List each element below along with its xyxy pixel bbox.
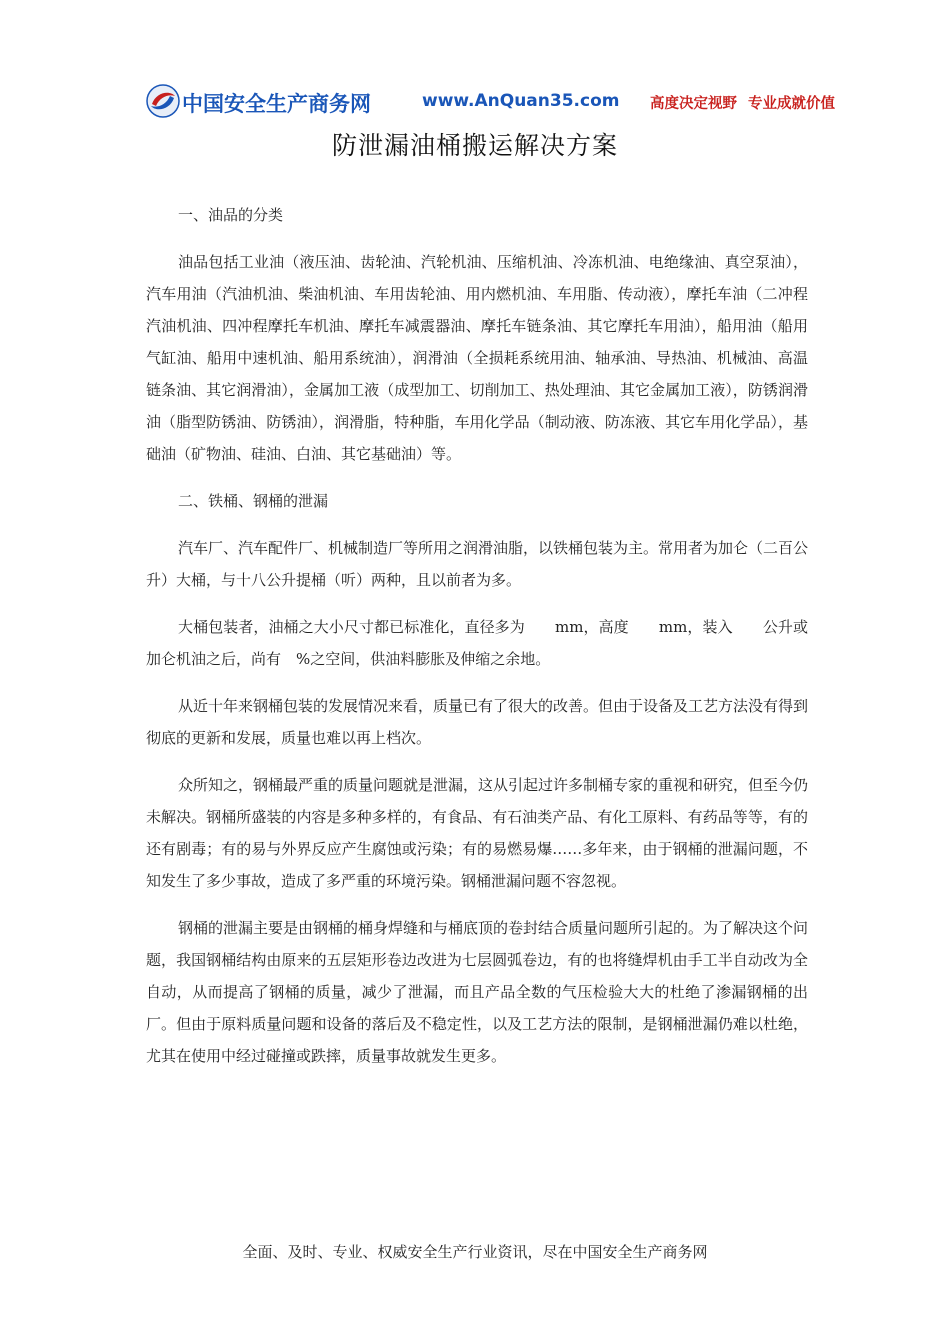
paragraph: 大桶包装者，油桶之大小尺寸都已标准化，直径多为 mm，高度 mm，装入 公升或 加仑机油之后，尚有 %之空间，供油料膨胀及伸缩之余地。 xyxy=(146,618,839,668)
paragraph: 油品包括工业油（液压油、齿轮油、汽轮机油、压缩机油、冷冻机油、电绝缘油、真空泵油），汽车用油（汽油机油、柴油机油、车用齿轮油、用内燃机油、车用脂、传动液），摩托车油（二冲程汽油机油、四冲程摩托车机油、摩托车减震器油、摩托车链条油、其它摩托车用油），船用油（船用气缸油、船用中速机油、船用系统油），润滑油（全损耗系统用油、轴承油、导热油、机械油、高温链条油、其它润滑油），金属加工液（成型加工、切削加工、热处理油、其它金属加工液），防锈润滑油（脂型防锈油、防锈油），润滑脂，特种脂，车用化学品（制动液、防冻液、其它车用化学品），基础油（矿物油、硅油、白油、其它基础油）等。 xyxy=(146,253,808,463)
paragraph: 众所知之，钢桶最严重的质量问题就是泄漏，这从引起过许多制桶专家的重视和研究，但至今仍未解决。钢桶所盛装的内容是多种多样的，有食品、有石油类产品、有化工原料、有药品等等，有的还有剧毒；有的易与外界反应产生腐蚀或污染；有的易燃易爆……多年来，由于钢桶的泄漏问题，不知发生了多少事故，造成了多严重的环境污染。钢桶泄漏问题不容忽视。 xyxy=(146,776,809,890)
swirl-logo-icon xyxy=(146,84,180,118)
paragraph: 汽车厂、汽车配件厂、机械制造厂等所用之润滑油脂，以铁桶包装为主。常用者为加仑（二百公升）大桶，与十八公升提桶（听）两种，且以前者为多。 xyxy=(146,539,809,589)
site-slogan: 高度决定视野 专业成就价值 xyxy=(650,96,836,112)
document-title: 防泄漏油桶搬运解决方案 xyxy=(331,131,618,160)
site-name: 中国安全生产商务网 xyxy=(182,92,371,116)
document-body xyxy=(146,199,839,1087)
paragraph: 钢桶的泄漏主要是由钢桶的桶身焊缝和与桶底顶的卷封结合质量问题所引起的。为了解决这个问题，我国钢桶结构由原来的五层矩形卷边改进为七层圆弧卷边，有的也将缝焊机由手工半自动改为全自动，从而提高了钢桶的质量，减少了泄漏，而且产品全数的气压检验大大的杜绝了渗漏钢桶的出厂。但由于原料质量问题和设备的落后及不稳定性，以及工艺方法的限制，是钢桶泄漏仍难以杜绝，尤其在使用中经过碰撞或跌摔，质量事故就发生更多。 xyxy=(146,919,809,1065)
site-url[interactable]: www.AnQuan35.com xyxy=(422,91,620,111)
page-header xyxy=(140,82,870,122)
paragraph: 从近十年来钢桶包装的发展情况来看，质量已有了很大的改善。但由于设备及工艺方法没有得到彻底的更新和发展，质量也难以再上档次。 xyxy=(146,697,809,747)
section-heading: 二、铁桶、钢桶的泄漏 xyxy=(178,492,329,510)
section-heading: 一、油品的分类 xyxy=(178,206,284,224)
page-footer: 全面、及时、专业、权威安全生产行业资讯，尽在中国安全生产商务网 xyxy=(242,1243,708,1261)
